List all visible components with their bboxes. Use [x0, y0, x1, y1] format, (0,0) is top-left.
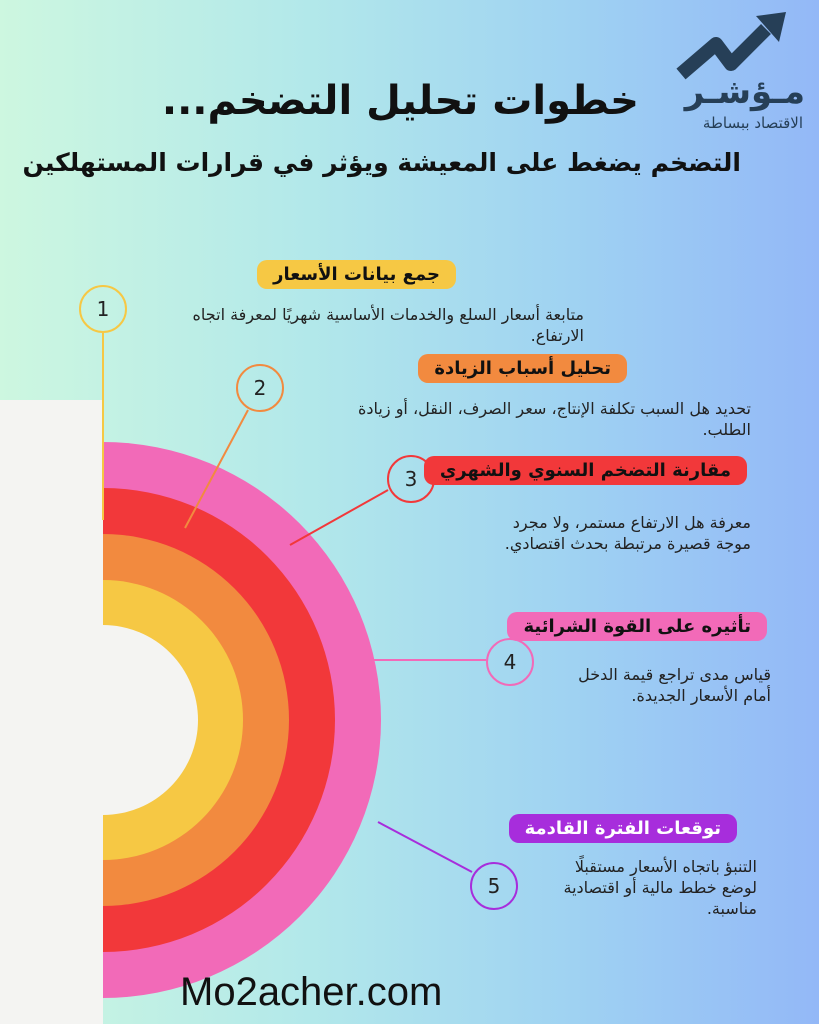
connector-5 — [378, 822, 472, 872]
step-3-number: 3 — [387, 455, 435, 503]
step-1-desc: متابعة أسعار السلع والخدمات الأساسية شهريًا لمعرفة اتجاه الارتفاع. — [192, 305, 584, 345]
step-4-number: 4 — [486, 638, 534, 686]
step-4-desc: قياس مدى تراجع قيمة الدخل أمام الأسعار الجديدة. — [578, 665, 771, 705]
step-5-desc: التنبؤ باتجاه الأسعار مستقبلًا لوضع خطط مالية أو اقتصادية مناسبة. — [563, 857, 757, 918]
step-1-title: جمع بيانات الأسعار — [257, 260, 456, 289]
step-4-title: تأثيره على القوة الشرائية — [507, 612, 767, 641]
page-title: خطوات تحليل التضخم... — [161, 78, 639, 124]
page-subtitle: التضخم يضغط على المعيشة ويؤثر في قرارات المستهلكين — [22, 148, 741, 177]
footer-website: Mo2acher.com — [180, 970, 443, 1014]
step-2-title: تحليل أسباب الزيادة — [418, 354, 627, 383]
step-2-number: 2 — [236, 364, 284, 412]
ring-left-mask — [0, 400, 103, 1024]
connector-3 — [290, 490, 388, 545]
step-2-desc: تحديد هل السبب تكلفة الإنتاج، سعر الصرف، النقل، أو زيادة الطلب. — [358, 399, 751, 439]
step-5-number: 5 — [470, 862, 518, 910]
step-3-desc: معرفة هل الارتفاع مستمر، ولا مجرد موجة قصيرة مرتبطة بحدث اقتصادي. — [504, 513, 751, 553]
step-3-title: مقارنة التضخم السنوي والشهري — [424, 456, 747, 485]
step-1-number: 1 — [79, 285, 127, 333]
step-5-title: توقعات الفترة القادمة — [509, 814, 737, 843]
logo-tagline: الاقتصاد ببساطة — [702, 114, 803, 132]
logo-name: مـؤشـر — [684, 72, 805, 112]
